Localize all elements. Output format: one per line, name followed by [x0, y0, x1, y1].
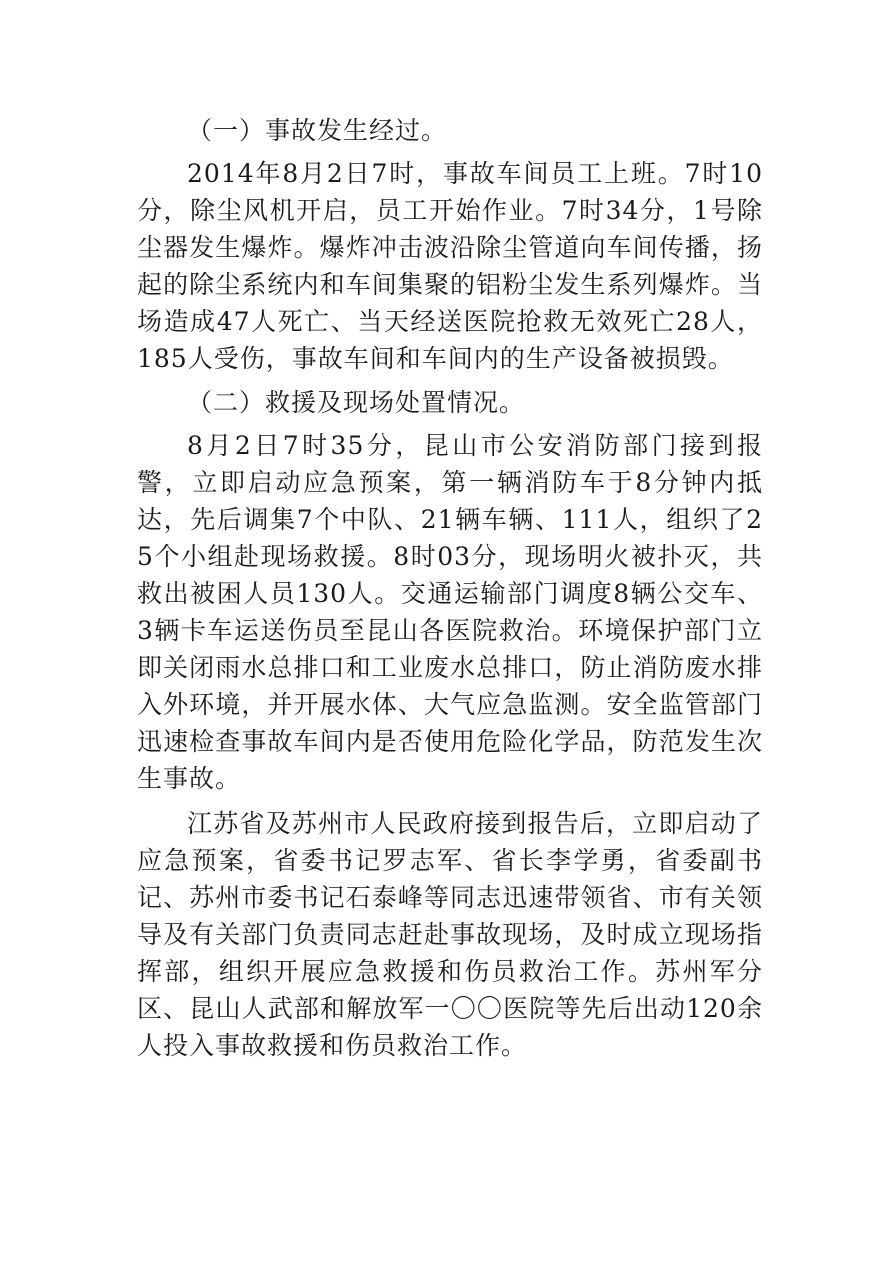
section-heading-accident-process: （一）事故发生经过。 [187, 116, 448, 145]
section-heading-rescue: （二）救援及现场处置情况。 [187, 388, 526, 417]
paragraph-accident-process: 2014年8月2日7时，事故车间员工上班。7时10分，除尘风机开启，员工开始作业。7时34分，1号除尘器发生爆炸。爆炸冲击波沿除尘管道向车间传播，扬起的除尘系统内和车间集聚的铝粉尘发生系列爆炸。当场造成47人死亡、当天经送医院抢救无效死亡28人，185人受伤，事故车间和车间内的生产设备被损毁。 [137, 159, 763, 373]
paragraph-rescue-response: 8月2日7时35分，昆山市公安消防部门接到报警，立即启动应急预案，第一辆消防车于8分钟内抵达，先后调集7个中队、21辆车辆、111人，组织了25个小组赴现场救援。8时03分，现场明火被扑灭，共救出被困人员130人。交通运输部门调度8辆公交车、3辆卡车运送伤员至昆山各医院救治。环境保护部门立即关闭雨水总排口和工业废水总排口，防止消防废水排入外环境，并开展水体、大气应急监测。安全监管部门迅速检查事故车间内是否使用危险化学品，防范发生次生事故。 [137, 431, 763, 793]
document-body [137, 112, 763, 1064]
paragraph-government-response: 江苏省及苏州市人民政府接到报告后，立即启动了应急预案，省委书记罗志军、省长李学勇，省委副书记、苏州市委书记石泰峰等同志迅速带领省、市有关领导及有关部门负责同志赶赴事故现场，及时成立现场指挥部，组织开展应急救援和伤员救治工作。苏州军分区、昆山人武部和解放军一〇〇医院等先后出动120余人投入事故救援和伤员救治工作。 [137, 809, 763, 1060]
